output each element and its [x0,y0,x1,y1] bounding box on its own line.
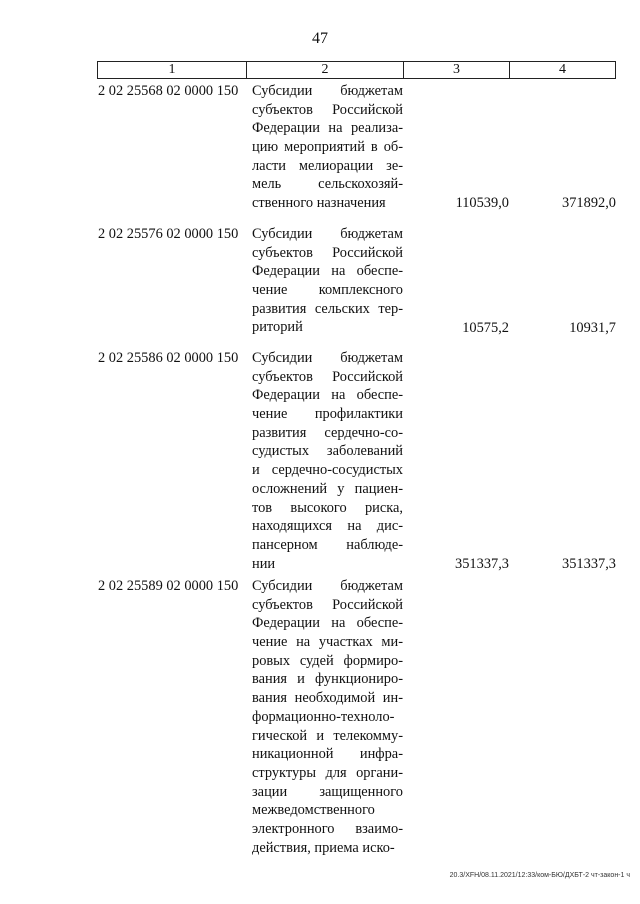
description-line: чение на участках ми- [252,634,403,651]
description-line: судистых заболеваний [252,443,403,460]
description-line: нии [252,555,276,572]
value-column-4: 371892,0 [562,195,616,212]
footer-note: 20.3/XFH/08.11.2021/12:33/ком-БЮ/ДХБТ-2 чт-закон-1 ч [449,872,630,879]
row-description [252,225,403,337]
description-line: чение профилактики [252,406,403,423]
description-line: Федерации на обеспе- [252,387,403,404]
description-line: ственного назначения [252,195,386,212]
description-line: цию мероприятий в об- [252,139,403,156]
value-column-4: 10931,7 [569,319,616,336]
description-line: формационно-техноло- [252,708,395,725]
description-line: Федерации на обеспе- [252,615,403,632]
description-line: Федерации на обеспе- [252,263,403,280]
description-line: ласти мелиорации зе- [252,157,403,174]
description-line: пансерном наблюде- [252,536,403,553]
budget-code: 2 02 25586 02 0000 150 [98,350,239,366]
row-description [252,577,403,857]
budget-code: 2 02 25589 02 0000 150 [98,578,239,594]
description-line: электронного взаимо- [252,820,403,837]
description-line: развития сердечно-со- [252,424,403,441]
column-header-3: 3 [404,62,510,78]
column-header-2: 2 [247,62,404,78]
table-header-row [97,61,616,79]
description-line: осложнений у пациен- [252,480,403,497]
description-line: структуры для органи- [252,764,403,781]
value-column-3: 10575,2 [462,319,509,336]
row-description [252,82,403,213]
description-line: Субсидии бюджетам [252,578,403,594]
description-line: развития сельских тер- [252,300,403,317]
description-line: Субсидии бюджетам [252,226,403,242]
description-line: вания и функциониро- [252,671,403,688]
description-line: никационной инфра- [252,746,403,763]
description-line: действия, приема иско- [252,839,395,856]
value-column-4: 351337,3 [562,555,616,572]
description-line: Субсидии бюджетам [252,83,403,99]
description-line: субъектов Российской [252,101,403,118]
budget-code: 2 02 25568 02 0000 150 [98,83,239,99]
description-line: мель сельскохозяй- [252,176,403,193]
value-column-3: 110539,0 [455,195,509,212]
description-line: зации защищенного [252,783,403,800]
value-column-3: 351337,3 [455,555,509,572]
description-line: гической и телекомму- [252,727,403,744]
description-line: ровых судей формиро- [252,652,403,669]
description-line: субъектов Российской [252,244,403,261]
description-line: субъектов Российской [252,596,403,613]
page-number: 47 [312,30,328,47]
description-line: субъектов Российской [252,368,403,385]
description-line: вания необходимой ин- [252,690,403,707]
description-line: чение комплексного [252,282,403,299]
description-line: Федерации на реализа- [252,120,403,137]
budget-code: 2 02 25576 02 0000 150 [98,226,239,242]
column-header-1: 1 [98,62,247,78]
description-line: тов высокого риска, [252,499,403,516]
row-description [252,349,403,573]
description-line: Субсидии бюджетам [252,350,403,366]
description-line: и сердечно-сосудистых [252,462,403,479]
column-header-4: 4 [559,62,566,77]
description-line: межведомственного [252,802,375,819]
description-line: находящихся на дис- [252,518,403,535]
description-line: риторий [252,319,303,336]
